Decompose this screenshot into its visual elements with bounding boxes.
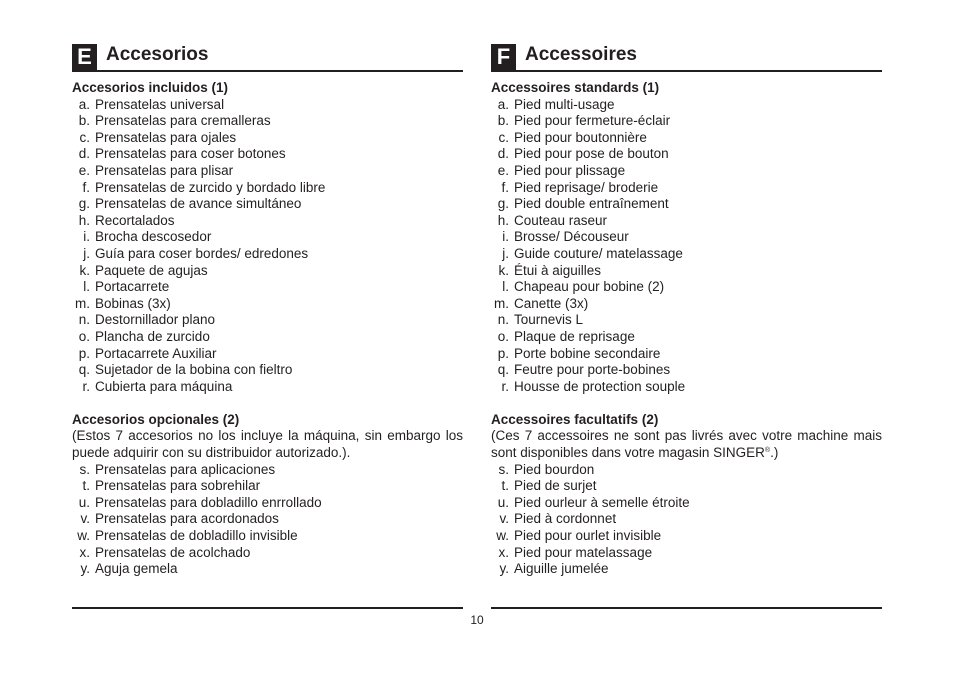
list-item [72, 528, 463, 545]
list-item-text: Brosse/ Découseur [514, 229, 629, 245]
spanish-column [72, 44, 463, 578]
list-item [72, 163, 463, 180]
list-item-text: Pied double entraînement [514, 196, 669, 212]
list-item [491, 229, 882, 246]
language-badge-f: F [491, 44, 516, 70]
list-item-text: Destornillador plano [95, 312, 216, 328]
list-item-text: Prensatelas universal [95, 96, 225, 112]
list-item-letter: o. [497, 328, 509, 344]
list-item-text: Pied reprisage/ broderie [514, 179, 659, 195]
list-item [491, 329, 882, 346]
spanish-optional-heading: Accesorios opcionales (2) [72, 411, 240, 427]
list-item-letter: v. [80, 511, 90, 527]
french-optional-note-end: .) [770, 445, 779, 461]
list-item-letter: w. [77, 528, 90, 544]
list-item-text: Prensatelas de avance simultáneo [95, 196, 302, 212]
list-item-letter: y. [80, 561, 90, 577]
list-item-text: Prensatelas para cremalleras [95, 113, 271, 129]
list-item-text: Pied multi-usage [514, 96, 615, 112]
spanish-optional-note: (Estos 7 accesorios no los incluye la máquina, sin embargo los puede adquirir con su distribuidor autorizado.). [72, 428, 463, 461]
list-item [72, 146, 463, 163]
french-column [491, 44, 882, 578]
list-item [491, 379, 882, 396]
list-item [72, 495, 463, 512]
list-item [491, 478, 882, 495]
list-item-text: Portacarrete [95, 279, 170, 295]
list-item-letter: c. [79, 129, 90, 145]
list-item [72, 279, 463, 296]
list-item-text: Plaque de reprisage [514, 328, 635, 344]
list-item [491, 346, 882, 363]
list-item-letter: n. [497, 312, 509, 328]
list-item-text: Couteau raseur [514, 212, 608, 228]
list-item-letter: a. [497, 96, 509, 112]
list-item-letter: u. [497, 494, 509, 510]
list-item-text: Plancha de zurcido [95, 328, 210, 344]
list-item [72, 263, 463, 280]
spanish-title: Accesorios [106, 44, 209, 65]
list-item [491, 263, 882, 280]
list-item-letter: o. [78, 328, 90, 344]
list-item [72, 312, 463, 329]
list-item [491, 462, 882, 479]
list-item-text: Prensatelas de acolchado [95, 544, 251, 560]
list-item-text: Pied bourdon [514, 461, 595, 477]
list-item-letter: g. [78, 196, 90, 212]
list-item-text: Prensatelas de zurcido y bordado libre [95, 179, 326, 195]
list-item-text: Aguja gemela [95, 561, 178, 577]
list-item-letter: h. [497, 212, 509, 228]
list-item-letter: p. [78, 345, 90, 361]
list-item-text: Portacarrete Auxiliar [95, 345, 217, 361]
list-item-text: Cubierta para máquina [95, 378, 233, 394]
list-item [491, 279, 882, 296]
list-item [72, 246, 463, 263]
list-item [72, 130, 463, 147]
list-item-text: Pied pour ourlet invisible [514, 528, 662, 544]
list-item-text: Guide couture/ matelassage [514, 245, 683, 261]
list-item [72, 462, 463, 479]
list-item-letter: m. [494, 295, 509, 311]
list-item [72, 511, 463, 528]
list-item [72, 113, 463, 130]
list-item-text: Pied à cordonnet [514, 511, 617, 527]
list-item-text: Prensatelas para acordonados [95, 511, 279, 527]
french-optional-list [491, 462, 882, 578]
list-item-text: Étui à aiguilles [514, 262, 602, 278]
list-item [491, 163, 882, 180]
list-item-letter: f. [501, 179, 509, 195]
list-item-text: Pied pour matelassage [514, 544, 653, 560]
list-item-letter: q. [78, 362, 90, 378]
list-item-letter: r. [82, 378, 90, 394]
list-item-text: Prensatelas para dobladillo enrrollado [95, 494, 322, 510]
list-item-text: Prensatelas para aplicaciones [95, 461, 276, 477]
french-included-heading: Accessoires standards (1) [491, 80, 660, 95]
list-item-text: Pied pour fermeture-éclair [514, 113, 671, 129]
list-item-text: Pied ourleur à semelle étroite [514, 494, 690, 510]
list-item-letter: y. [499, 561, 509, 577]
list-item [72, 229, 463, 246]
list-item-letter: j. [502, 245, 509, 261]
list-item-text: Prensatelas para coser botones [95, 146, 286, 162]
list-item-text: Prensatelas de dobladillo invisible [95, 528, 298, 544]
list-item-letter: w. [496, 528, 509, 544]
list-item-letter: f. [82, 179, 90, 195]
list-item [491, 180, 882, 197]
list-item-text: Bobinas (3x) [95, 295, 171, 311]
french-header [491, 44, 882, 72]
list-item-letter: h. [78, 212, 90, 228]
list-item-letter: s. [79, 461, 90, 477]
list-item [491, 196, 882, 213]
list-item-letter: n. [78, 312, 90, 328]
list-item-letter: c. [498, 129, 509, 145]
bottom-rule-right [491, 607, 882, 609]
french-optional-note-text: (Ces 7 accessoires ne sont pas livrés avec votre machine mais sont disponibles dans votre magasin SINGER [491, 428, 882, 461]
list-item [72, 213, 463, 230]
list-item-letter: k. [498, 262, 509, 278]
list-item-text: Pied pour boutonnière [514, 129, 647, 145]
list-item [72, 196, 463, 213]
list-item-text: Chapeau pour bobine (2) [514, 279, 665, 295]
list-item-letter: b. [78, 113, 90, 129]
list-item [491, 296, 882, 313]
list-item [491, 511, 882, 528]
list-item-letter: l. [502, 279, 509, 295]
list-item-letter: d. [78, 146, 90, 162]
list-item-letter: p. [497, 345, 509, 361]
spanish-included-heading: Accesorios incluidos (1) [72, 80, 229, 95]
list-item-text: Prensatelas para plisar [95, 162, 234, 178]
list-item [72, 180, 463, 197]
list-item [72, 97, 463, 114]
list-item [491, 97, 882, 114]
list-item-text: Canette (3x) [514, 295, 589, 311]
list-item [72, 545, 463, 562]
french-title: Accessoires [525, 44, 637, 65]
bottom-rule-left [72, 607, 463, 609]
list-item-text: Prensatelas para ojales [95, 129, 237, 145]
french-included-list [491, 97, 882, 396]
list-item-letter: k. [79, 262, 90, 278]
list-item [491, 312, 882, 329]
list-item [491, 545, 882, 562]
list-item [491, 362, 882, 379]
list-item [491, 213, 882, 230]
list-item-letter: q. [497, 362, 509, 378]
list-item-letter: x. [79, 544, 90, 560]
list-item-letter: b. [497, 113, 509, 129]
list-item-text: Pied pour plissage [514, 162, 626, 178]
list-item-letter: u. [78, 494, 90, 510]
list-item-letter: s. [498, 461, 509, 477]
language-badge-e: E [72, 44, 97, 70]
registered-mark: ® [764, 447, 771, 455]
list-item-letter: e. [78, 162, 90, 178]
list-item-letter: d. [497, 146, 509, 162]
list-item-text: Sujetador de la bobina con fieltro [95, 362, 293, 378]
french-optional-note [491, 428, 882, 461]
list-item [491, 246, 882, 263]
list-item-letter: i. [83, 229, 90, 245]
spanish-included-list [72, 97, 463, 396]
list-item [72, 296, 463, 313]
list-item-letter: t. [82, 478, 90, 494]
list-item-text: Pied pour pose de bouton [514, 146, 669, 162]
list-item [72, 379, 463, 396]
list-item-letter: g. [497, 196, 509, 212]
list-item-letter: a. [78, 96, 90, 112]
list-item [491, 146, 882, 163]
list-item-text: Recortalados [95, 212, 175, 228]
list-item [491, 528, 882, 545]
list-item [491, 561, 882, 578]
list-item [72, 561, 463, 578]
spanish-optional-list [72, 462, 463, 578]
list-item-text: Guía para coser bordes/ edredones [95, 245, 309, 261]
list-item-letter: r. [501, 378, 509, 394]
list-item-letter: v. [499, 511, 509, 527]
french-optional-heading: Accessoires facultatifs (2) [491, 411, 659, 427]
list-item-text: Feutre pour porte-bobines [514, 362, 671, 378]
list-item-letter: x. [498, 544, 509, 560]
list-item-text: Paquete de agujas [95, 262, 208, 278]
list-item-letter: t. [501, 478, 509, 494]
list-item-text: Porte bobine secondaire [514, 345, 661, 361]
list-item [72, 478, 463, 495]
list-item-letter: i. [502, 229, 509, 245]
spanish-header [72, 44, 463, 72]
list-item-text: Aiguille jumelée [514, 561, 609, 577]
list-item-text: Brocha descosedor [95, 229, 212, 245]
list-item-text: Tournevis L [514, 312, 584, 328]
list-item [491, 130, 882, 147]
list-item-letter: m. [75, 295, 90, 311]
list-item-text: Housse de protection souple [514, 378, 686, 394]
list-item-letter: e. [497, 162, 509, 178]
list-item [72, 362, 463, 379]
list-item [491, 113, 882, 130]
list-item [72, 329, 463, 346]
list-item-text: Pied de surjet [514, 478, 597, 494]
list-item-text: Prensatelas para sobrehilar [95, 478, 261, 494]
list-item-letter: j. [83, 245, 90, 261]
page-number: 10 [470, 613, 484, 627]
list-item [491, 495, 882, 512]
list-item-letter: l. [83, 279, 90, 295]
list-item [72, 346, 463, 363]
